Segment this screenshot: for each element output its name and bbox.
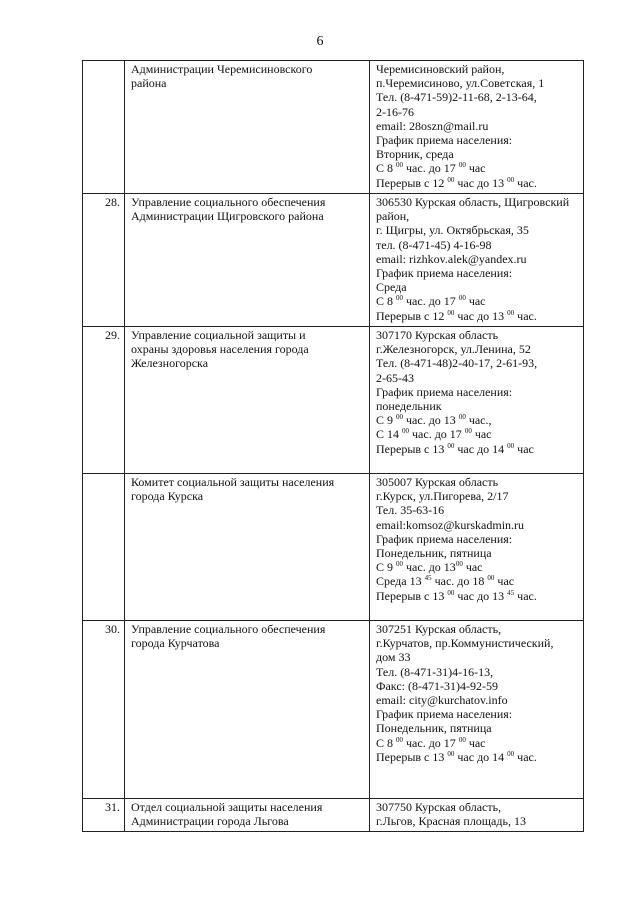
table-row <box>83 474 584 621</box>
contact-text: График приема населения: <box>376 707 513 722</box>
contact-text: час. до 17 <box>403 294 459 309</box>
table-row <box>83 327 584 474</box>
contact-line <box>376 442 579 456</box>
contact-text: email:komsoz@kurskadmin.ru <box>376 517 525 532</box>
time-minutes: 00 <box>396 560 404 569</box>
agency-name-line: Отдел социальной защиты населения <box>131 800 323 814</box>
contact-text: 307750 Курская область, <box>376 800 502 814</box>
registry-table-body <box>83 61 584 832</box>
contact-text: Черемисиновский район, <box>376 62 505 76</box>
contact-text: График приема населения: <box>376 531 513 546</box>
contact-text: График приема населения: <box>376 266 513 281</box>
table-row <box>83 799 584 832</box>
agency-name-line: Железногорска <box>131 356 209 371</box>
time-minutes: 00 <box>487 574 495 583</box>
table-row <box>83 621 584 799</box>
contact-line <box>376 147 579 161</box>
row-number: 31. <box>83 799 125 832</box>
contact-text: час до 14 <box>454 441 508 456</box>
contact-text: час <box>462 560 483 575</box>
contact-line <box>376 223 579 237</box>
contact-text: email: city@kurchatov.info <box>376 693 508 708</box>
time-minutes: 00 <box>507 308 515 317</box>
contact-text: С 8 <box>376 161 397 176</box>
time-minutes: 00 <box>455 560 463 569</box>
contact-text: Среда <box>376 280 407 295</box>
contact-text: email: 28oszn@mail.ru <box>376 118 489 133</box>
contact-text: 305007 Курская область <box>376 475 499 489</box>
contact-line <box>376 679 579 693</box>
contact-line <box>376 560 579 574</box>
contact-text: тел. (8-471-45) 4-16-98 <box>376 237 492 252</box>
contact-line <box>376 707 579 721</box>
contact-text: г.Льгов, Красная площадь, 13 <box>376 814 526 829</box>
contact-text: час. до 17 <box>409 427 465 442</box>
contact-info <box>370 194 584 327</box>
contact-info <box>370 327 584 474</box>
time-minutes: 00 <box>458 161 466 170</box>
contact-line <box>376 736 579 750</box>
contact-line <box>376 176 579 190</box>
time-minutes: 00 <box>396 413 404 422</box>
contact-line <box>376 252 579 266</box>
contact-line <box>376 342 579 356</box>
time-minutes: 00 <box>458 735 466 744</box>
contact-text: час. <box>514 175 537 190</box>
agency-name <box>125 621 370 799</box>
contact-text: час. до 17 <box>403 161 459 176</box>
contact-text: 307170 Курская область <box>376 328 499 342</box>
time-minutes: 00 <box>447 749 455 758</box>
contact-text: понедельник <box>376 399 442 414</box>
time-minutes: 00 <box>447 441 455 450</box>
contact-info <box>370 61 584 194</box>
row-number <box>83 474 125 621</box>
agency-name-line: Управление социального обеспечения <box>131 622 326 636</box>
contact-line <box>376 309 579 323</box>
contact-line <box>376 76 579 90</box>
contact-text: час. <box>514 308 537 323</box>
contact-line <box>376 503 579 517</box>
contact-line <box>376 489 579 503</box>
row-number <box>83 61 125 194</box>
contact-text: С 9 <box>376 413 397 428</box>
agency-name-line: Администрации города Льгова <box>131 814 289 829</box>
time-minutes: 00 <box>447 308 455 317</box>
contact-text: час до 14 <box>454 749 508 764</box>
time-minutes: 45 <box>424 574 432 583</box>
time-minutes: 00 <box>402 427 410 436</box>
agency-name <box>125 327 370 474</box>
agency-name-line: города Курчатова <box>131 636 220 651</box>
contact-text: С 8 <box>376 735 397 750</box>
contact-text: Перерыв с 12 <box>376 308 448 323</box>
contact-text: Тел. (8-471-59)2-11-68, 2-13-64, <box>376 90 537 105</box>
contact-text: час до 13 <box>454 308 508 323</box>
agency-name-line: города Курска <box>131 489 204 504</box>
contact-text: час <box>465 294 486 309</box>
contact-text: С 8 <box>376 294 397 309</box>
time-minutes: 00 <box>447 588 455 597</box>
contact-line <box>376 399 579 413</box>
contact-line <box>376 328 579 342</box>
contact-line <box>376 622 579 636</box>
contact-line <box>376 532 579 546</box>
contact-text: Тел. 35-63-16 <box>376 503 445 518</box>
time-minutes: 00 <box>507 175 515 184</box>
table-row <box>83 194 584 327</box>
contact-line <box>376 294 579 308</box>
contact-line <box>376 133 579 147</box>
contact-line <box>376 105 579 119</box>
contact-line <box>376 800 579 814</box>
contact-line <box>376 518 579 532</box>
contact-text: 307251 Курская область, <box>376 622 502 636</box>
agency-name-line: Комитет социальной защиты населения <box>131 475 335 489</box>
contact-line <box>376 814 579 828</box>
contact-text: час <box>471 427 492 442</box>
contact-text: час. <box>514 749 537 764</box>
contact-text: С 9 <box>376 560 397 575</box>
contact-text: Тел. (8-471-31)4-16-13, <box>376 664 494 679</box>
row-number: 29. <box>83 327 125 474</box>
contact-text: 306530 Курская область, Щигровский <box>376 195 570 209</box>
contact-line <box>376 650 579 664</box>
agency-name <box>125 799 370 832</box>
contact-line <box>376 750 579 764</box>
contact-text: г. Щигры, ул. Октябрьская, 35 <box>376 223 529 238</box>
page-number: 6 <box>316 34 324 49</box>
contact-text: час до 13 <box>454 175 508 190</box>
contact-text: Перерыв с 13 <box>376 588 448 603</box>
contact-line <box>376 238 579 252</box>
contact-info <box>370 799 584 832</box>
contact-text: час. до 18 <box>431 574 488 589</box>
contact-line <box>376 371 579 385</box>
contact-line <box>376 356 579 370</box>
agency-name-line: района <box>131 76 167 91</box>
contact-line <box>376 546 579 560</box>
contact-line <box>376 62 579 76</box>
time-minutes: 00 <box>447 175 455 184</box>
time-minutes: 00 <box>507 749 515 758</box>
contact-text: г.Курчатов, пр.Коммунистический, <box>376 636 554 651</box>
agency-name <box>125 194 370 327</box>
agency-name <box>125 61 370 194</box>
contact-line <box>376 280 579 294</box>
contact-text: 2-16-76 <box>376 104 414 119</box>
contact-line <box>376 209 579 223</box>
contact-line <box>376 636 579 650</box>
agency-name-line: Управление социальной защиты и <box>131 328 306 342</box>
contact-text: час <box>465 735 486 750</box>
contact-line <box>376 693 579 707</box>
table-row <box>83 61 584 194</box>
contact-text: Вторник, среда <box>376 147 454 162</box>
contact-line <box>376 161 579 175</box>
agency-name <box>125 474 370 621</box>
contact-text: час. до 13 <box>403 560 456 575</box>
contact-text: График приема населения: <box>376 384 513 399</box>
contact-text: час <box>465 161 486 176</box>
contact-text: г.Железногорск, ул.Ленина, 52 <box>376 342 531 357</box>
contact-text: Понедельник, пятница <box>376 721 492 736</box>
contact-text: Перерыв с 13 <box>376 441 448 456</box>
time-minutes: 00 <box>396 161 404 170</box>
contact-text: г.Курск, ул.Пигорева, 2/17 <box>376 489 509 504</box>
agency-name-line: Управление социального обеспечения <box>131 195 326 209</box>
contact-line <box>376 589 579 603</box>
agency-name-line: охраны здоровья населения города <box>131 342 309 357</box>
contact-text: час. <box>514 588 537 603</box>
contact-line <box>376 665 579 679</box>
contact-text: час. до 17 <box>403 735 459 750</box>
contact-line <box>376 721 579 735</box>
contact-line <box>376 475 579 489</box>
contact-line <box>376 119 579 133</box>
contact-line <box>376 266 579 280</box>
time-minutes: 00 <box>458 413 466 422</box>
time-minutes: 00 <box>507 441 515 450</box>
contact-text: 2-65-43 <box>376 370 414 385</box>
contact-text: email: rizhkov.alek@yandex.ru <box>376 251 527 266</box>
contact-text: район, <box>376 209 410 224</box>
contact-text: час., <box>465 413 492 428</box>
contact-text: С 14 <box>376 427 403 442</box>
contact-text: Среда 13 <box>376 574 425 589</box>
agency-name-line: Администрации Черемисиновского <box>131 62 313 76</box>
contact-text: час. до 13 <box>403 413 459 428</box>
time-minutes: 00 <box>396 735 404 744</box>
contact-line <box>376 195 579 209</box>
contact-line <box>376 90 579 104</box>
time-minutes: 00 <box>396 294 404 303</box>
time-minutes: 00 <box>458 294 466 303</box>
contact-line <box>376 574 579 588</box>
contact-text: Факс: (8-471-31)4-92-59 <box>376 678 498 693</box>
contact-text: час <box>494 574 515 589</box>
contact-line <box>376 385 579 399</box>
contact-text: График приема населения: <box>376 133 513 148</box>
row-number: 30. <box>83 621 125 799</box>
contact-text: Понедельник, пятница <box>376 546 492 561</box>
contact-text: дом 33 <box>376 650 411 665</box>
contact-info <box>370 474 584 621</box>
time-minutes: 00 <box>464 427 472 436</box>
contact-line <box>376 427 579 441</box>
contact-text: Перерыв с 12 <box>376 175 448 190</box>
agency-name-line: Администрации Щигровского района <box>131 209 324 224</box>
contact-text: час <box>514 441 534 456</box>
contact-text: Перерыв с 13 <box>376 749 448 764</box>
contact-info <box>370 621 584 799</box>
row-number: 28. <box>83 194 125 327</box>
contact-line <box>376 413 579 427</box>
time-minutes: 45 <box>507 588 515 597</box>
contact-text: час до 13 <box>454 588 508 603</box>
contact-text: п.Черемисиново, ул.Советская, 1 <box>376 76 545 91</box>
registry-table <box>82 60 584 832</box>
contact-text: Тел. (8-471-48)2-40-17, 2-61-93, <box>376 356 538 371</box>
